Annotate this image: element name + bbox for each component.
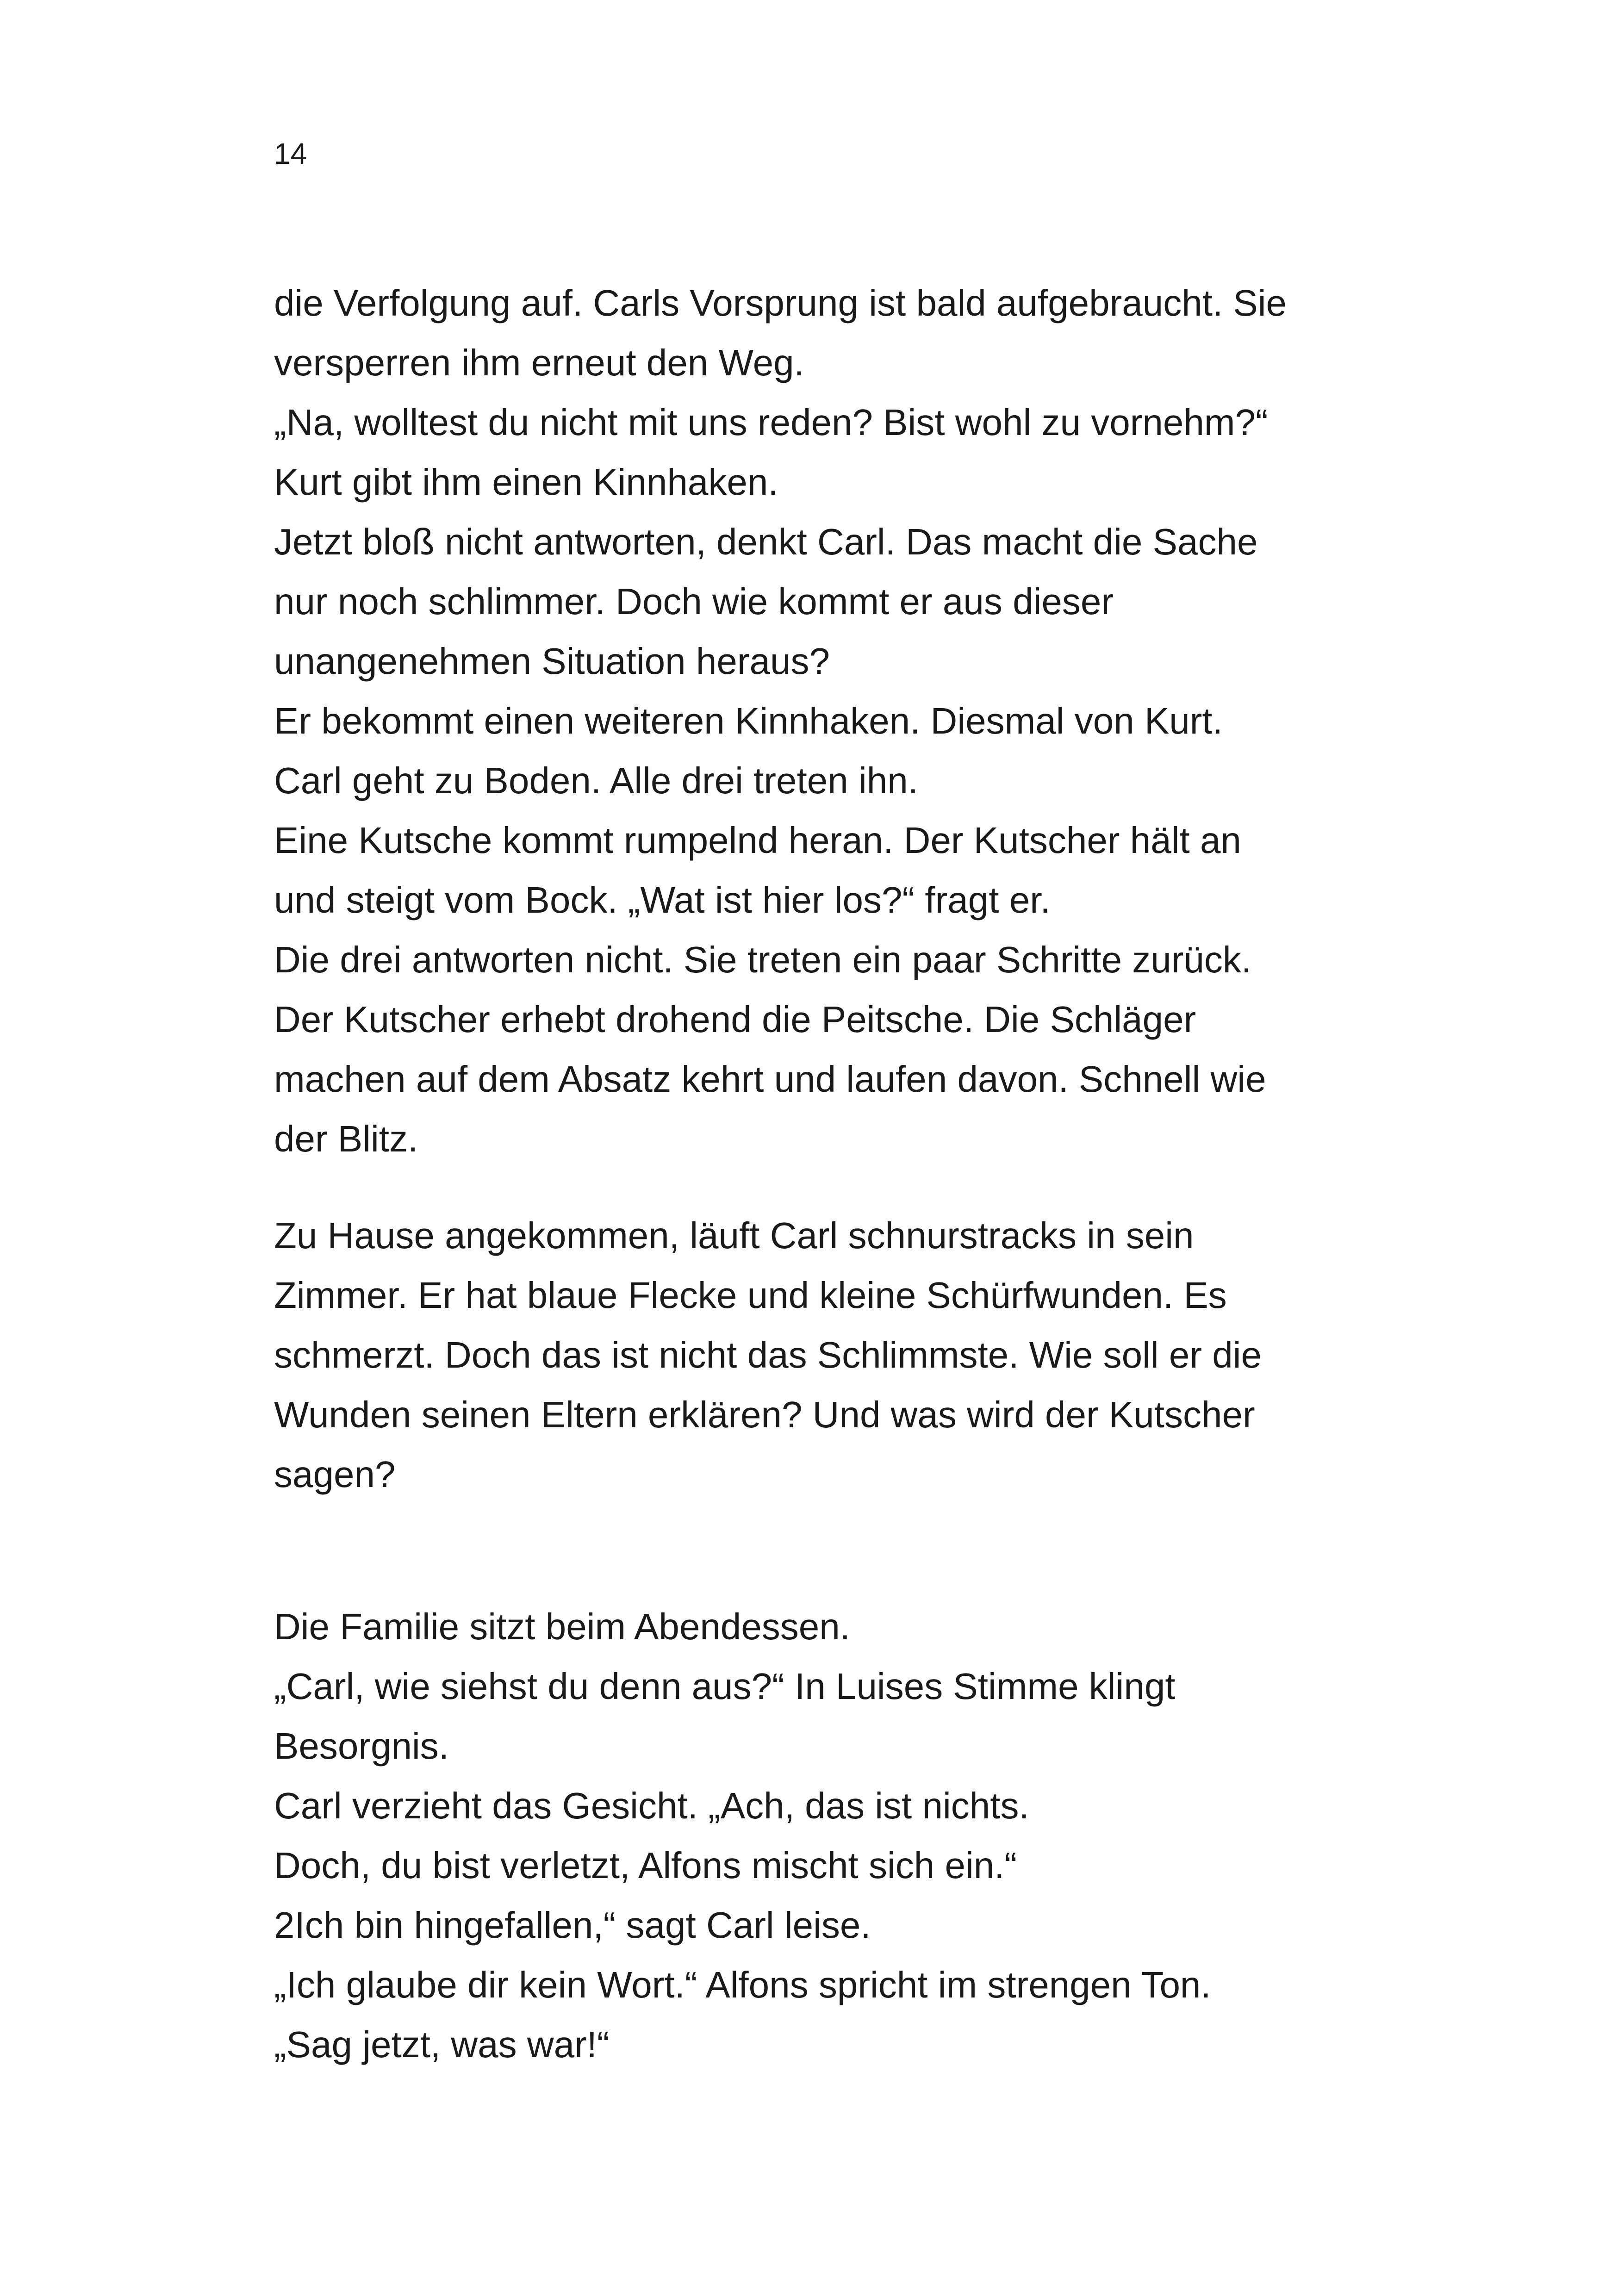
- paragraph-1: [274, 273, 1394, 1169]
- text-line: 2Ich bin hingefallen,“ sagt Carl leise.: [274, 1904, 871, 1946]
- text-line: Kurt gibt ihm einen Kinnhaken.: [274, 461, 778, 503]
- text-line: Eine Kutsche kommt rumpelnd heran. Der Kutscher hält an: [274, 820, 1241, 861]
- text-line: Die drei antworten nicht. Sie treten ein paar Schritte zurück.: [274, 939, 1252, 980]
- text-line: Wunden seinen Eltern erklären? Und was wird der Kutscher: [274, 1394, 1255, 1435]
- page-number: 14: [274, 137, 307, 170]
- paragraph-gap: [274, 1169, 1394, 1206]
- text-line: Carl geht zu Boden. Alle drei treten ihn.: [274, 760, 918, 801]
- text-line: Carl verzieht das Gesicht. „Ach, das ist nichts.: [274, 1785, 1029, 1826]
- text-line: „Carl, wie siehst du denn aus?“ In Luises Stimme klingt: [274, 1666, 1176, 1707]
- text-line: Die Familie sitzt beim Abendessen.: [274, 1606, 850, 1647]
- text-line: Jetzt bloß nicht antworten, denkt Carl. Das macht die Sache: [274, 521, 1258, 562]
- text-line: sagen?: [274, 1454, 396, 1495]
- paragraph-3: [274, 1597, 1394, 2074]
- text-line: Zu Hause angekommen, läuft Carl schnurstracks in sein: [274, 1215, 1194, 1256]
- text-line: die Verfolgung auf. Carls Vorsprung ist bald aufgebraucht. Sie: [274, 282, 1287, 324]
- text-line: nur noch schlimmer. Doch wie kommt er aus dieser: [274, 581, 1114, 622]
- paragraph-2: [274, 1206, 1394, 1504]
- body-text: [274, 273, 1394, 2074]
- text-line: versperren ihm erneut den Weg.: [274, 342, 804, 383]
- text-line: Er bekommt einen weiteren Kinnhaken. Diesmal von Kurt.: [274, 700, 1223, 741]
- text-line: Besorgnis.: [274, 1725, 449, 1767]
- text-line: schmerzt. Doch das ist nicht das Schlimmste. Wie soll er die: [274, 1334, 1262, 1375]
- text-line: Der Kutscher erhebt drohend die Peitsche. Die Schläger: [274, 999, 1196, 1040]
- text-line: machen auf dem Absatz kehrt und laufen davon. Schnell wie: [274, 1058, 1266, 1100]
- text-line: „Sag jetzt, was war!“: [274, 2024, 610, 2065]
- text-line: Zimmer. Er hat blaue Flecke und kleine Schürfwunden. Es: [274, 1275, 1227, 1316]
- text-line: unangenehmen Situation heraus?: [274, 641, 830, 682]
- section-gap: [274, 1504, 1394, 1597]
- text-line: „Ich glaube dir kein Wort.“ Alfons spricht im strengen Ton.: [274, 1964, 1211, 2005]
- text-line: und steigt vom Bock. „Wat ist hier los?“ fragt er.: [274, 879, 1051, 921]
- text-line: „Na, wolltest du nicht mit uns reden? Bist wohl zu vornehm?“: [274, 402, 1268, 443]
- text-line: Doch, du bist verletzt, Alfons mischt sich ein.“: [274, 1845, 1017, 1886]
- text-line: der Blitz.: [274, 1118, 418, 1159]
